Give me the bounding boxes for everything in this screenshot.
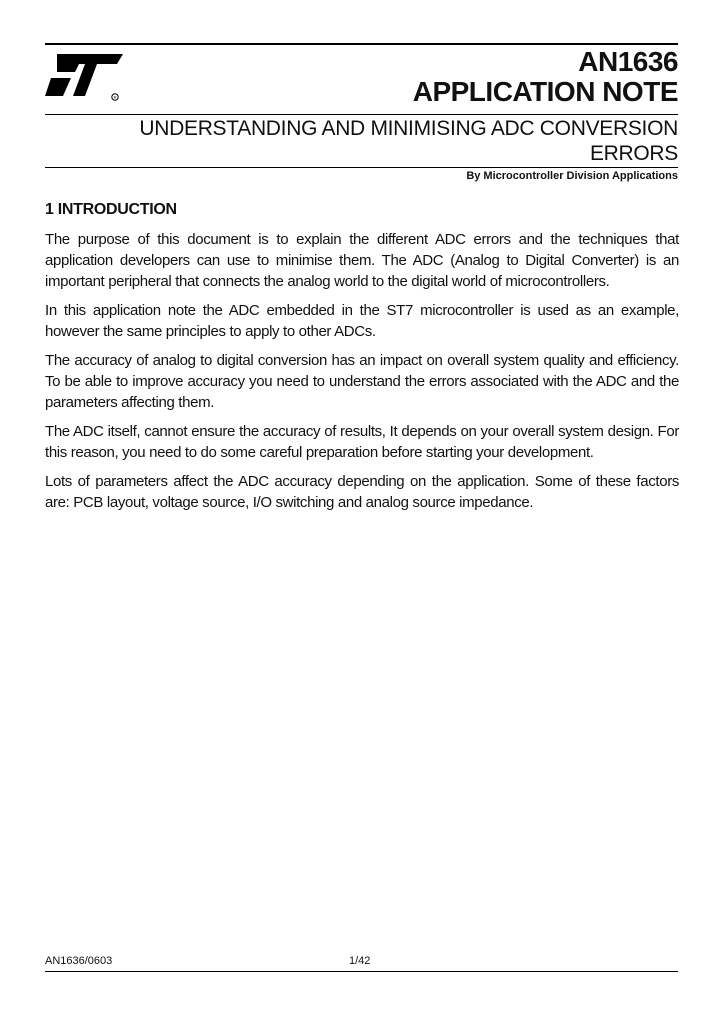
document-number: AN1636 xyxy=(578,46,678,77)
footer-document-code: AN1636/0603 xyxy=(45,955,113,967)
paragraph: The purpose of this document is to explain the different ADC errors and the techniques that application developers can use to minimise them. The ADC (Analog to Digital Converter) is an important peripheral that connects the analog world to the digital world of microcontrollers. xyxy=(45,231,679,290)
document-type: APPLICATION NOTE xyxy=(412,76,678,107)
header-divider xyxy=(45,114,678,115)
paragraph: Lots of parameters affect the ADC accuracy depending on the application. Some of these factors are: PCB layout, voltage source, I/O switching and analog source impedance. xyxy=(45,473,679,511)
svg-text:R: R xyxy=(113,94,117,100)
footer-page-number: 1/42 xyxy=(349,955,371,967)
document-title xyxy=(45,116,678,166)
section-body xyxy=(45,229,679,521)
header-top-rule xyxy=(45,43,678,45)
paragraph: The accuracy of analog to digital conversion has an impact on overall system quality and efficiency. To be able to improve accuracy you need to understand the errors associated with the ADC and the parameters affecting them. xyxy=(45,352,679,411)
st-logo-icon xyxy=(45,50,125,102)
paragraph: The ADC itself, cannot ensure the accuracy of results, It depends on your overall system design. For this reason, you need to do some careful preparation before starting your development. xyxy=(45,423,679,461)
paragraph: In this application note the ADC embedded in the ST7 microcontroller is used as an example, however the same principles to apply to other ADCs. xyxy=(45,302,679,340)
author-byline: By Microcontroller Division Applications xyxy=(466,170,678,182)
title-divider xyxy=(45,167,678,168)
footer-rule xyxy=(45,971,678,972)
section-heading: 1 INTRODUCTION xyxy=(45,201,177,218)
document-title-line-2: ERRORS xyxy=(589,142,678,165)
document-title-line-1: UNDERSTANDING AND MINIMISING ADC CONVERSION xyxy=(139,117,678,140)
